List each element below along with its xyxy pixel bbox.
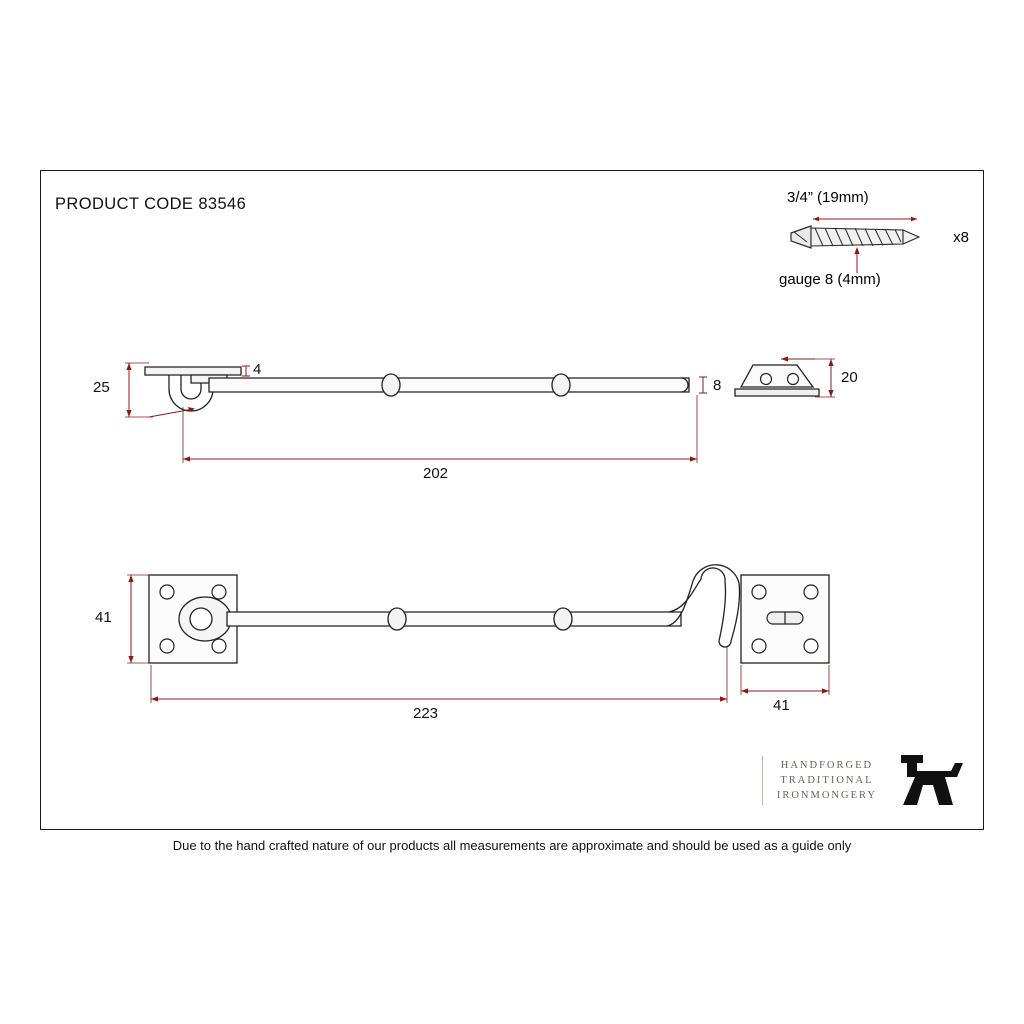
screw-gauge-label: gauge 8 (4mm) (779, 271, 881, 288)
screw-length-label: 3/4” (19mm) (787, 189, 869, 206)
view-plan-hook (127, 565, 740, 703)
view-side-elevation-eye-plate (735, 356, 835, 397)
dimension-label-41-plate: 41 (95, 609, 112, 626)
view-side-elevation-hook (125, 363, 707, 463)
brand-text (762, 756, 889, 805)
screw-quantity-label: x8 (953, 229, 969, 246)
dimension-label-25: 25 (93, 379, 110, 396)
footer-note: Due to the hand crafted nature of our products all measurements are approximate and should be used as a guide only (172, 838, 852, 853)
brand-logo (757, 749, 967, 811)
drawing-sheet (40, 170, 984, 830)
anvil-logo-icon (893, 751, 967, 809)
page-title: PRODUCT CODE 83546 (55, 195, 247, 213)
view-plan-eye-plate (741, 575, 829, 695)
dimension-label-223: 223 (413, 705, 439, 722)
dimension-label-8: 8 (713, 377, 722, 394)
brand-line-3: IRONMONGERY (776, 789, 877, 801)
dimension-label-4: 4 (253, 361, 262, 378)
brand-line-1: HANDFORGED (780, 759, 874, 771)
dimension-label-41-eye: 41 (773, 697, 790, 714)
dimension-label-20: 20 (841, 369, 858, 386)
dimension-label-202: 202 (423, 465, 449, 482)
brand-line-2: TRADITIONAL (780, 774, 874, 786)
technical-drawing-canvas (41, 171, 985, 831)
